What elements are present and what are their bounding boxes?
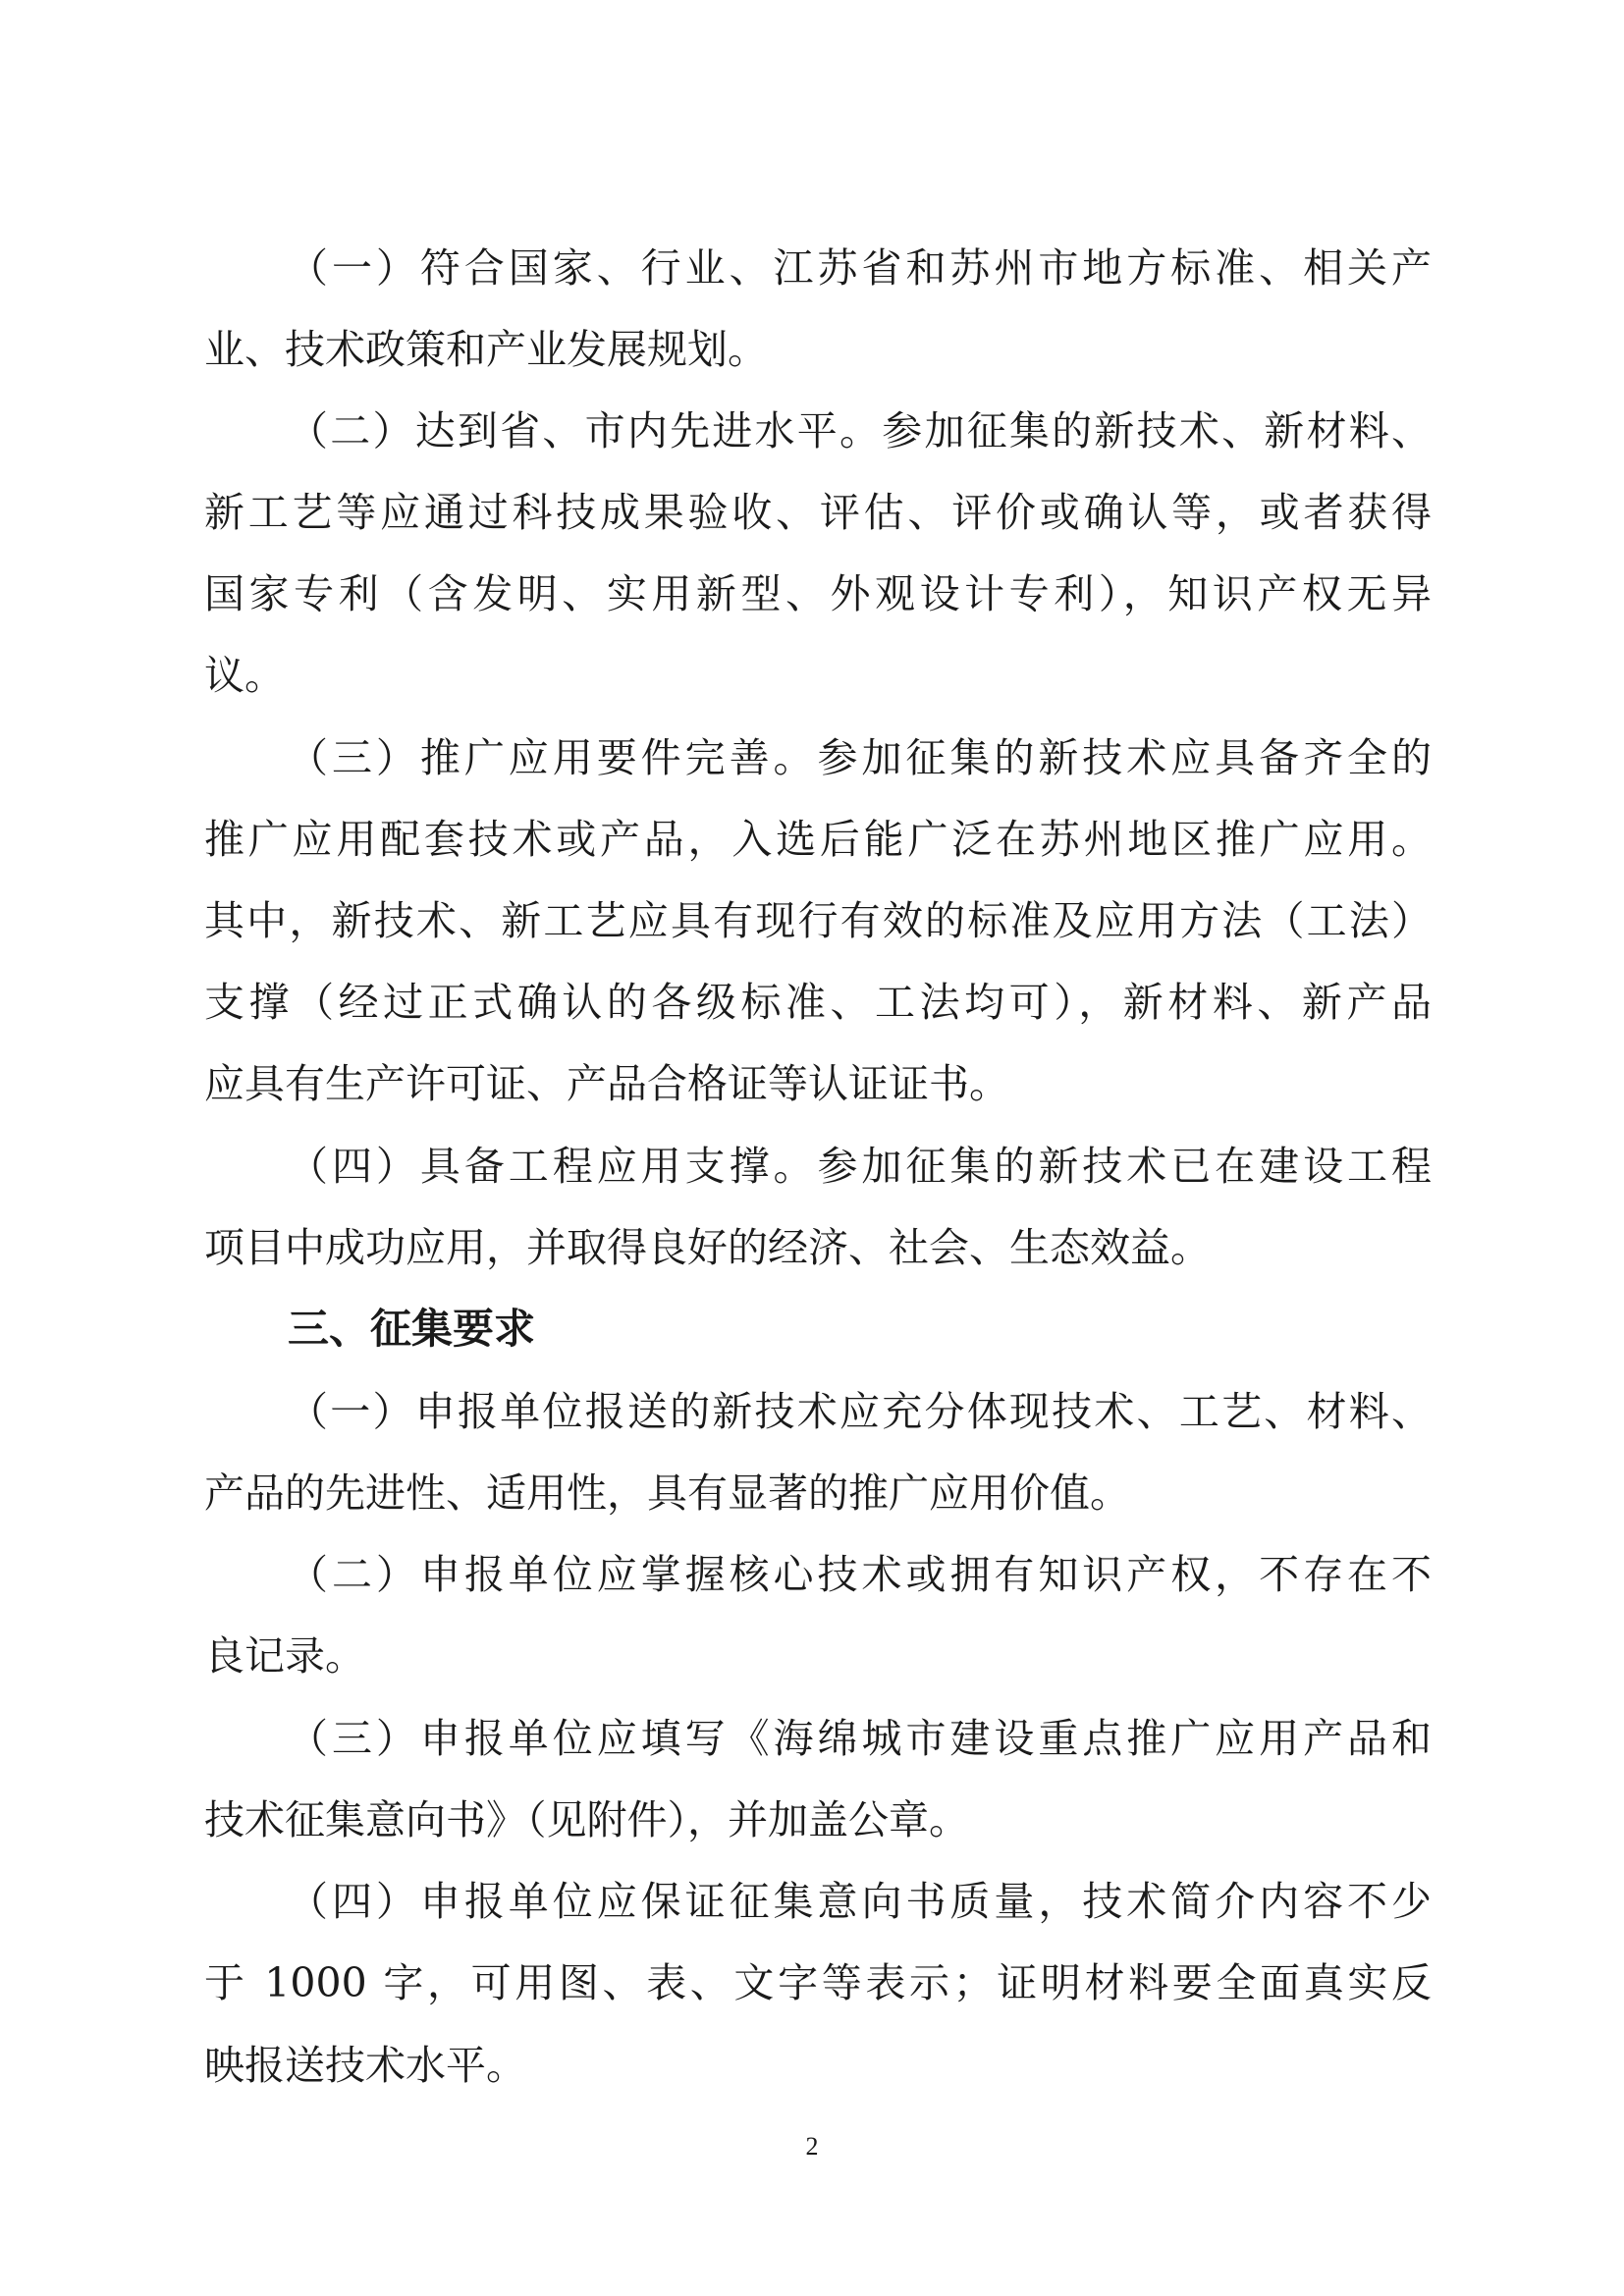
paragraph-8-line-2: 于 1000 字，可用图、表、文字等表示；证明材料要全面真实反 — [204, 1959, 1432, 2006]
paragraph-7-line-2: 技术征集意向书》（见附件），并加盖公章。 — [204, 1796, 969, 1843]
paragraph-2-line-1: （二）达到省、市内先进水平。参加征集的新技术、新材料、 — [288, 407, 1432, 454]
paragraph-2-line-3: 国家专利（含发明、实用新型、外观设计专利），知识产权无异 — [204, 570, 1432, 617]
paragraph-4-line-1: （四）具备工程应用支撑。参加征集的新技术已在建设工程 — [288, 1143, 1432, 1190]
paragraph-3-line-5: 应具有生产许可证、产品合格证等认证证书。 — [204, 1060, 1009, 1107]
paragraph-2-line-4: 议。 — [204, 652, 285, 699]
section-heading: 三、征集要求 — [288, 1305, 536, 1353]
paragraph-3-line-2: 推广应用配套技术或产品，入选后能广泛在苏州地区推广应用。 — [204, 816, 1432, 863]
paragraph-8-line-1: （四）申报单位应保证征集意向书质量，技术简介内容不少 — [288, 1878, 1432, 1925]
paragraph-6-line-1: （二）申报单位应掌握核心技术或拥有知识产权，不存在不 — [288, 1551, 1432, 1598]
paragraph-6-line-2: 良记录。 — [204, 1632, 365, 1680]
paragraph-2-line-2: 新工艺等应通过科技成果验收、评估、评价或确认等，或者获得 — [204, 489, 1432, 536]
paragraph-5-line-1: （一）申报单位报送的新技术应充分体现技术、工艺、材料、 — [288, 1388, 1432, 1435]
paragraph-3-line-4: 支撑（经过正式确认的各级标准、工法均可），新材料、新产品 — [204, 979, 1432, 1026]
paragraph-3-line-3: 其中，新技术、新工艺应具有现行有效的标准及应用方法（工法） — [204, 897, 1432, 944]
paragraph-8-line-3: 映报送技术水平。 — [204, 2042, 526, 2089]
paragraph-1-line-1: （一）符合国家、行业、江苏省和苏州市地方标准、相关产 — [288, 244, 1432, 292]
page-number: 2 — [805, 2132, 819, 2161]
paragraph-7-line-1: （三）申报单位应填写《海绵城市建设重点推广应用产品和 — [288, 1715, 1432, 1762]
paragraph-1-line-2: 业、技术政策和产业发展规划。 — [204, 326, 768, 373]
paragraph-3-line-1: （三）推广应用要件完善。参加征集的新技术应具备齐全的 — [288, 734, 1432, 781]
paragraph-4-line-2: 项目中成功应用，并取得良好的经济、社会、生态效益。 — [204, 1224, 1211, 1271]
paragraph-5-line-2: 产品的先进性、适用性，具有显著的推广应用价值。 — [204, 1469, 1130, 1517]
